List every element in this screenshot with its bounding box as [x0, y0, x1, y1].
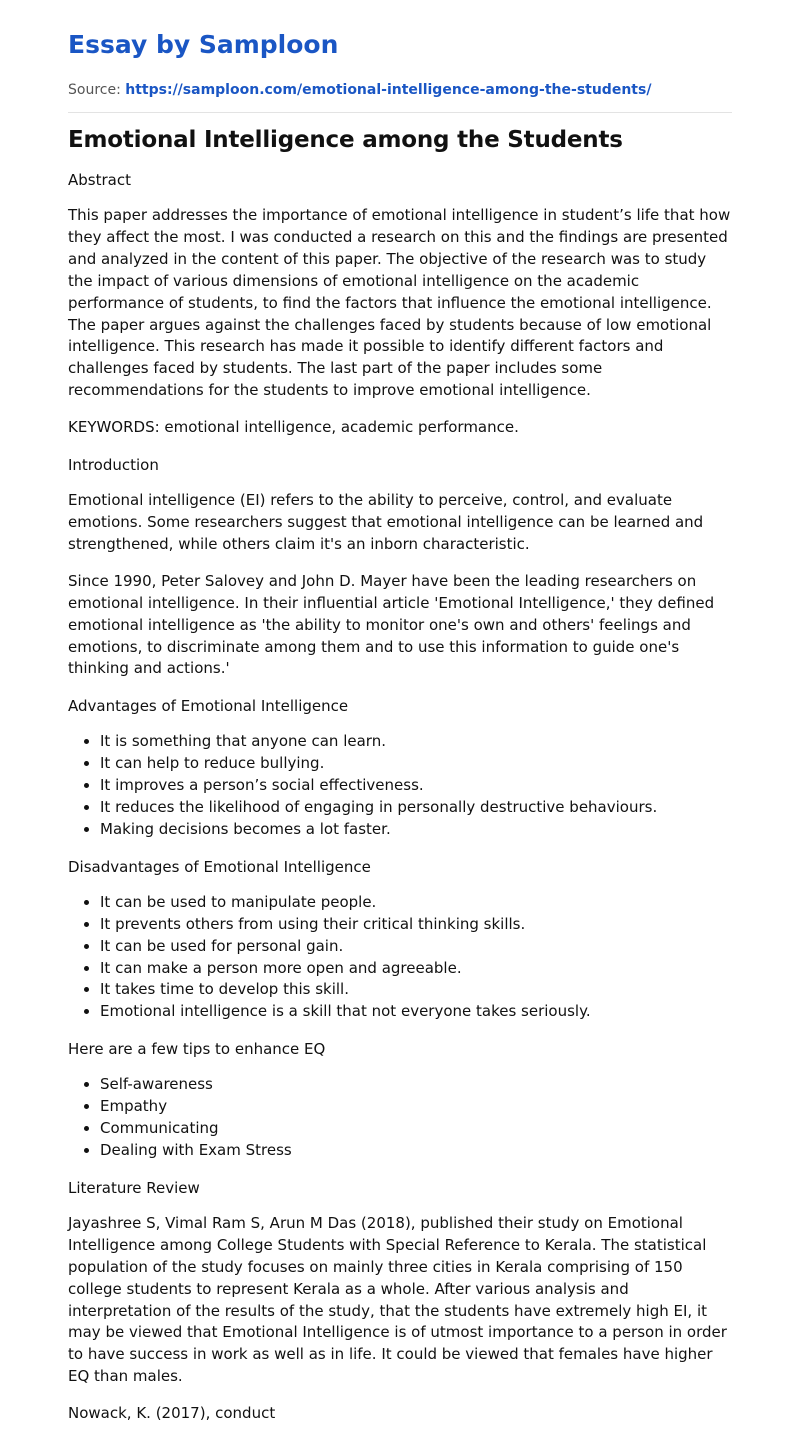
list-item: • Empathy — [100, 1096, 732, 1118]
source-label: Source: — [68, 82, 121, 98]
advantages-heading: Advantages of Emotional Intelligence — [68, 697, 349, 716]
advantages-list — [68, 731, 732, 841]
tips-list — [68, 1074, 732, 1162]
introduction-paragraph-2: Since 1990, Peter Salovey and John D. Mayer have been the leading researchers on emotional intelligence. In their influential article 'Emotional Intelligence,' they defined emotional intelligence as 'the ability to monitor one's own and others' feelings and emotions, to discriminate among them and to use this information to guide one's thinking and actions.' — [68, 571, 715, 678]
list-item: • It improves a person’s social effectiveness. — [100, 775, 732, 797]
disadvantages-list — [68, 892, 732, 1023]
introduction-paragraph-1: Emotional intelligence (EI) refers to the ability to perceive, control, and evaluate emotions. Some researchers suggest that emotional intelligence can be learned and strengthened, while others claim it's an inborn characteristic. — [68, 491, 704, 553]
brand-title[interactable]: Essay by Samploon — [68, 30, 339, 59]
list-item: • Communicating — [100, 1118, 732, 1140]
list-item: • It can help to reduce bullying. — [100, 753, 732, 775]
source-link[interactable]: https://samploon.com/emotional-intelligence-among-the-students/ — [125, 82, 652, 98]
list-item: • It can be used to manipulate people. — [100, 892, 732, 914]
list-item: • Making decisions becomes a lot faster. — [100, 819, 732, 841]
list-item: • It can make a person more open and agreeable. — [100, 958, 732, 980]
header-divider — [68, 112, 732, 113]
list-item: • It reduces the likelihood of engaging in personally destructive behaviours. — [100, 797, 732, 819]
essay-title: Emotional Intelligence among the Students — [68, 127, 623, 153]
list-item: • It can be used for personal gain. — [100, 936, 732, 958]
list-item: • It prevents others from using their critical thinking skills. — [100, 914, 732, 936]
literature-heading: Literature Review — [68, 1178, 200, 1197]
keywords-text: KEYWORDS: emotional intelligence, academic performance. — [68, 418, 519, 437]
abstract-text: This paper addresses the importance of emotional intelligence in student’s life that how they affect the most. I was conducted a research on this and the findings are presented and analyzed in the content of this paper. The objective of the research was to study the impact of various dimensions of emotional intelligence on the academic performance of students, to find the factors that influence the emotional intelligence. The paper argues against the challenges faced by students because of low emotional intelligence. This research has made it possible to identify different factors and challenges faced by students. The last part of the paper includes some recommendations for the students to improve emotional intelligence. — [68, 206, 731, 400]
list-item: • Dealing with Exam Stress — [100, 1140, 732, 1162]
list-item: • It is something that anyone can learn. — [100, 731, 732, 753]
literature-paragraph-1: Jayashree S, Vimal Ram S, Arun M Das (2018), published their study on Emotional Intelligence among College Students with Special Reference to Kerala. The statistical population of the study focuses on mainly three cities in Kerala comprising of 150 college students to represent Kerala as a whole. After various analysis and interpretation of the results of the study, that the students have extremely high EI, it may be viewed that Emotional Intelligence is of utmost importance to a person in order to have success in work as well as in life. It could be viewed that females have higher EQ than males. — [68, 1213, 727, 1386]
list-item: • Self-awareness — [100, 1074, 732, 1096]
source-line — [68, 80, 732, 100]
list-item: • It takes time to develop this skill. — [100, 979, 732, 1001]
tips-heading: Here are a few tips to enhance EQ — [68, 1040, 326, 1059]
abstract-heading: Abstract — [68, 171, 131, 189]
literature-paragraph-2: Nowack, K. (2017), conduct — [68, 1404, 276, 1423]
disadvantages-heading: Disadvantages of Emotional Intelligence — [68, 857, 371, 876]
list-item: • Emotional intelligence is a skill that not everyone takes seriously. — [100, 1001, 732, 1023]
introduction-heading: Introduction — [68, 456, 159, 475]
